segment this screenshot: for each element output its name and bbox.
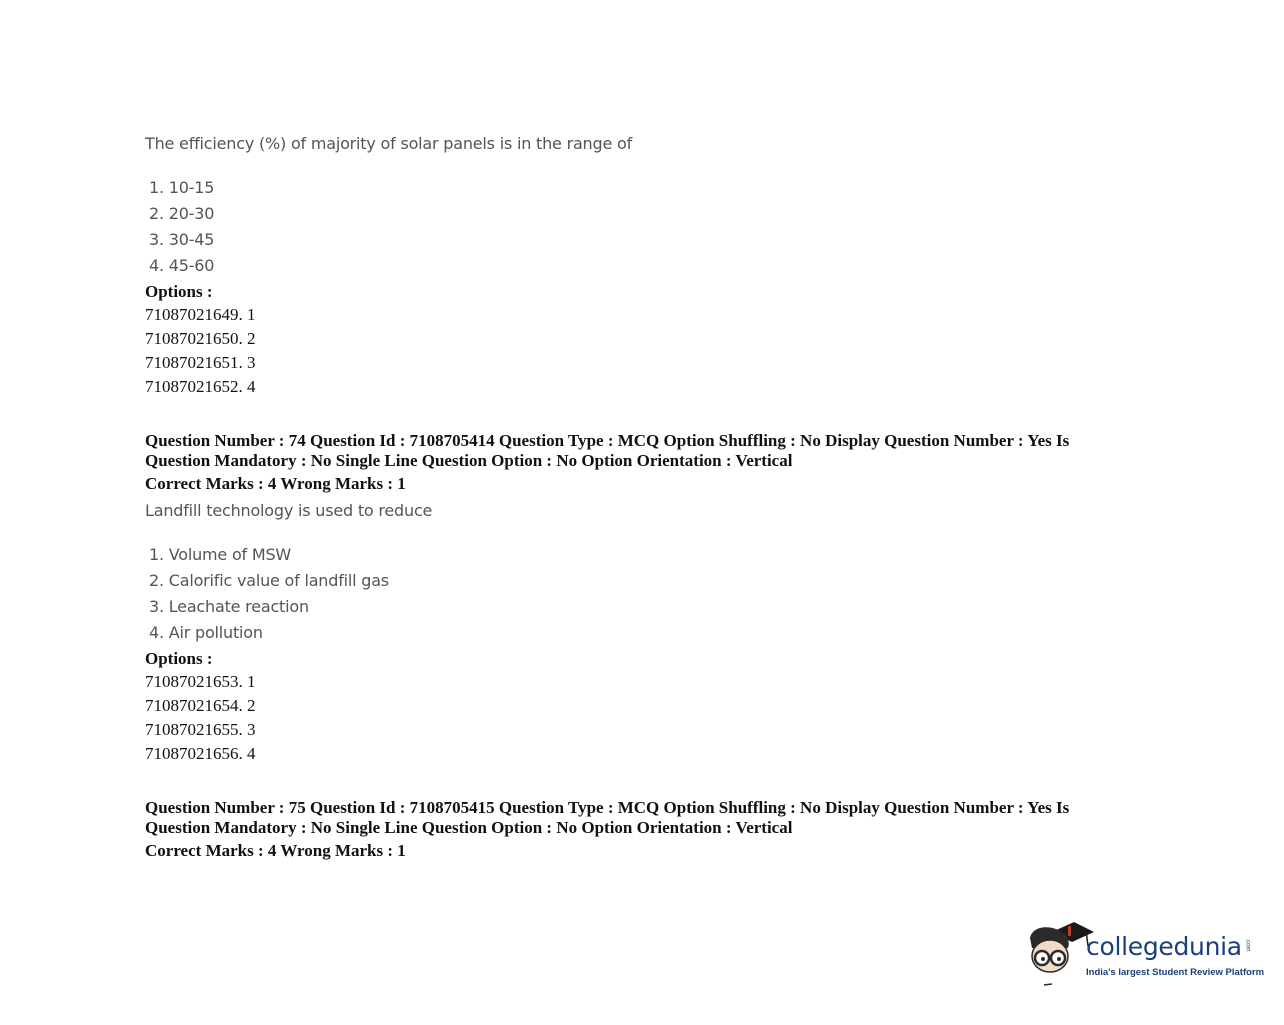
marks-line: Correct Marks : 4 Wrong Marks : 1 (145, 474, 406, 493)
marks-line: Correct Marks : 4 Wrong Marks : 1 (145, 841, 406, 860)
logo-tagline: India's largest Student Review Platform (1086, 967, 1265, 978)
question-meta-line: Question Number : 75 Question Id : 7108705415 Question Type : MCQ Option Shuffling : No Display Question Number : Yes Is (145, 798, 1070, 817)
option-id: 71087021652. 4 (145, 377, 256, 396)
question-meta (145, 431, 1105, 471)
option-id: 71087021650. 2 (145, 329, 256, 348)
option-id: 71087021654. 2 (145, 696, 256, 715)
option-id: 71087021651. 3 (145, 353, 256, 372)
logo-wordmark: collegedunia (1086, 932, 1242, 961)
answer-choice: 2. 20-30 (149, 204, 215, 223)
answer-choice: 1. 10-15 (149, 178, 215, 197)
answer-choice: 3. Leachate reaction (149, 597, 309, 616)
options-label: Options : (145, 282, 213, 301)
answer-choice: 3. 30-45 (149, 230, 215, 249)
option-id: 71087021649. 1 (145, 305, 256, 324)
answer-choice: 4. Air pollution (149, 623, 263, 642)
options-label: Options : (145, 649, 213, 668)
option-id: 71087021655. 3 (145, 720, 256, 739)
question-meta-line: Question Mandatory : No Single Line Question Option : No Option Orientation : Vertical (145, 451, 793, 470)
question-text: The efficiency (%) of majority of solar panels is in the range of (145, 134, 633, 153)
answer-choice: 4. 45-60 (149, 256, 215, 275)
option-id: 71087021653. 1 (145, 672, 256, 691)
question-meta (145, 798, 1105, 838)
option-id: 71087021656. 4 (145, 744, 256, 763)
question-meta-line: Question Number : 74 Question Id : 7108705414 Question Type : MCQ Option Shuffling : No Display Question Number : Yes Is (145, 431, 1070, 450)
question-text: Landfill technology is used to reduce (145, 501, 433, 520)
question-meta-line: Question Mandatory : No Single Line Question Option : No Option Orientation : Vertical (145, 818, 793, 837)
answer-choice: 1. Volume of MSW (149, 545, 292, 564)
answer-choice: 2. Calorific value of landfill gas (149, 571, 389, 590)
logo-com: .com (1244, 938, 1251, 952)
